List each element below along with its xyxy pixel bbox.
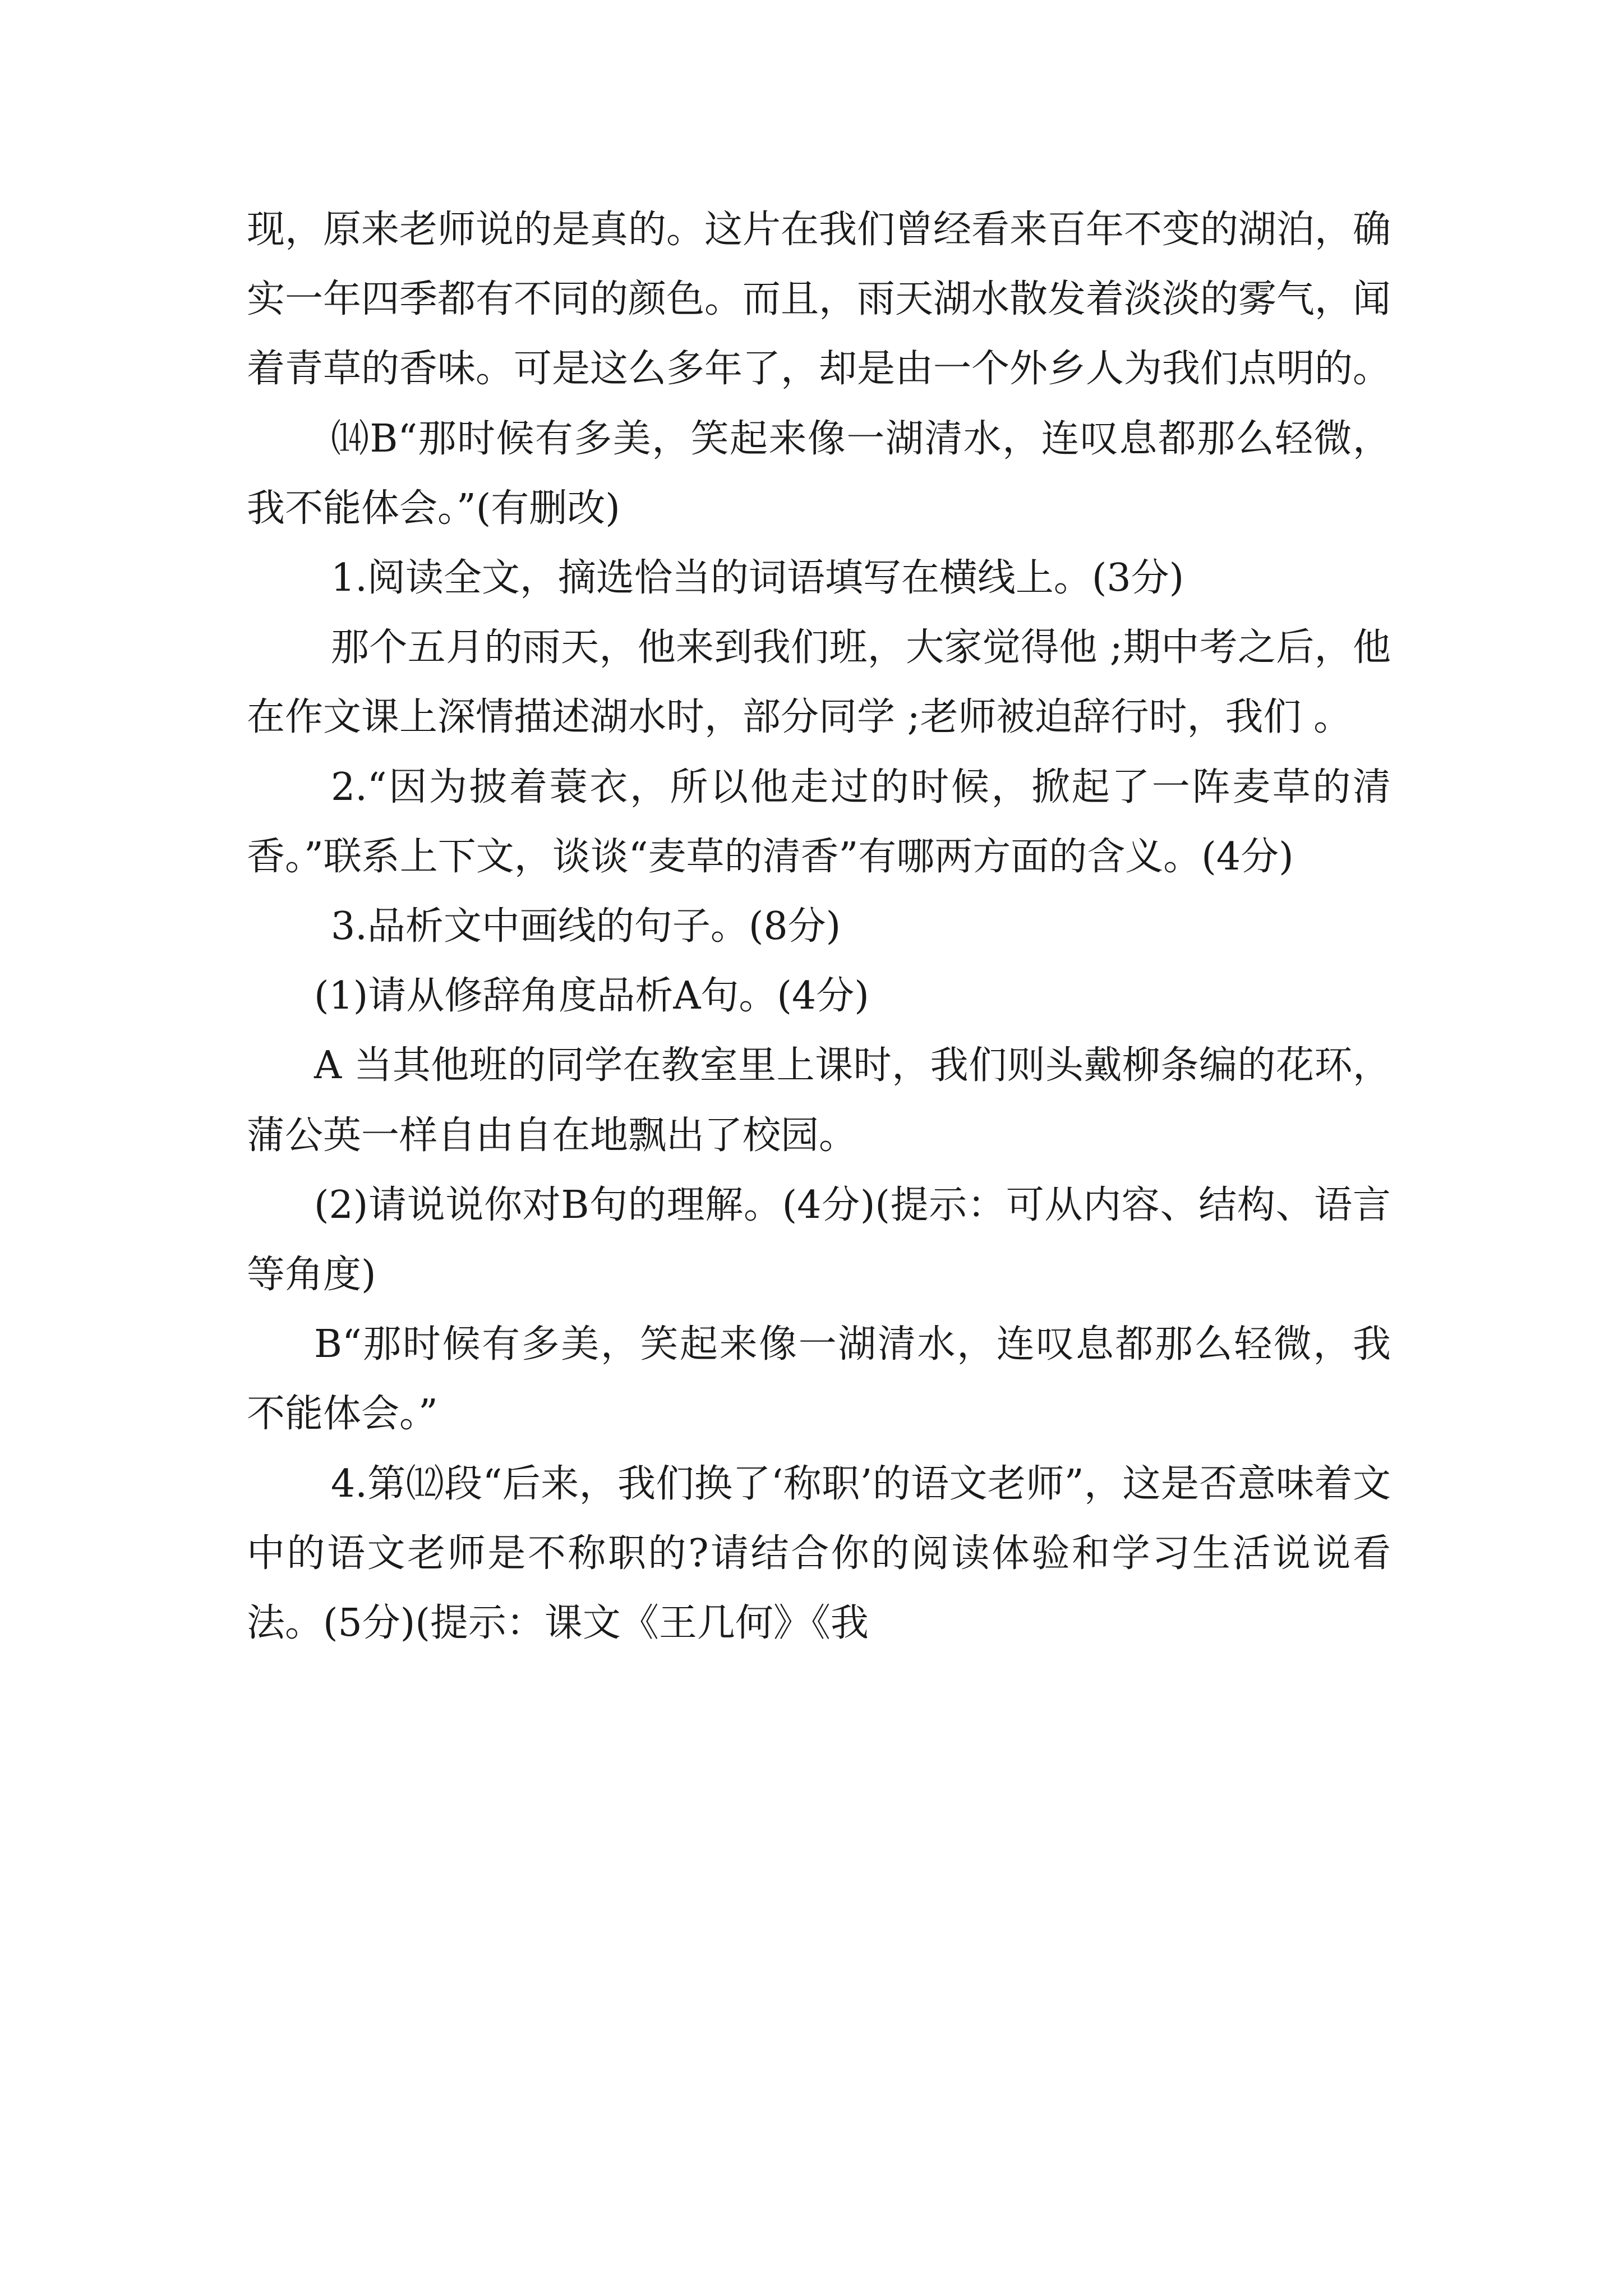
question-3-part-2-sentence: B“那时候有多美，笑起来像一湖清水，连叹息都那么轻微，我不能体会。” — [247, 1322, 1391, 1437]
document-body — [247, 195, 1391, 1658]
question-1: 1.阅读全文，摘选恰当的词语填写在横线上。(3分) — [331, 556, 1184, 601]
paragraph-14: ⒁B“那时候有多美，笑起来像一湖清水，连叹息都那么轻微，我不能体会。”(有删改) — [247, 416, 1391, 531]
question-2: 2.“因为披着蓑衣，所以他走过的时候，掀起了一阵麦草的清香。”联系上下文，谈谈“麦草的清香”有哪两方面的含义。(4分) — [247, 765, 1391, 879]
paragraph-continued: 现，原来老师说的是真的。这片在我们曾经看来百年不变的湖泊，确实一年四季都有不同的颜色。而且，雨天湖水散发着淡淡的雾气，闻着青草的香味。可是这么多年了，却是由一个外乡人为我们点明的。 — [247, 208, 1391, 392]
question-1-body: 那个五月的雨天，他来到我们班，大家觉得他 ;期中考之后，他在作文课上深情描述湖水时，部分同学 ;老师被迫辞行时，我们 。 — [247, 625, 1391, 740]
question-3-part-1-sentence: A 当其他班的同学在教室里上课时，我们则头戴柳条编的花环，蒲公英一样自由自在地飘出了校园。 — [247, 1043, 1391, 1158]
question-3-part-2: (2)请说说你对B句的理解。(4分)(提示：可从内容、结构、语言等角度) — [247, 1182, 1391, 1297]
question-4: 4.第⑿段“后来，我们换了‘称职’的语文老师”，这是否意味着文中的语文老师是不称职的?请结合你的阅读体验和学习生活说说看法。(5分)(提示：课文《王几何》《我 — [247, 1461, 1391, 1646]
question-3: 3.品析文中画线的句子。(8分) — [331, 904, 841, 949]
question-3-part-1: (1)请从修辞角度品析A句。(4分) — [314, 974, 869, 1019]
